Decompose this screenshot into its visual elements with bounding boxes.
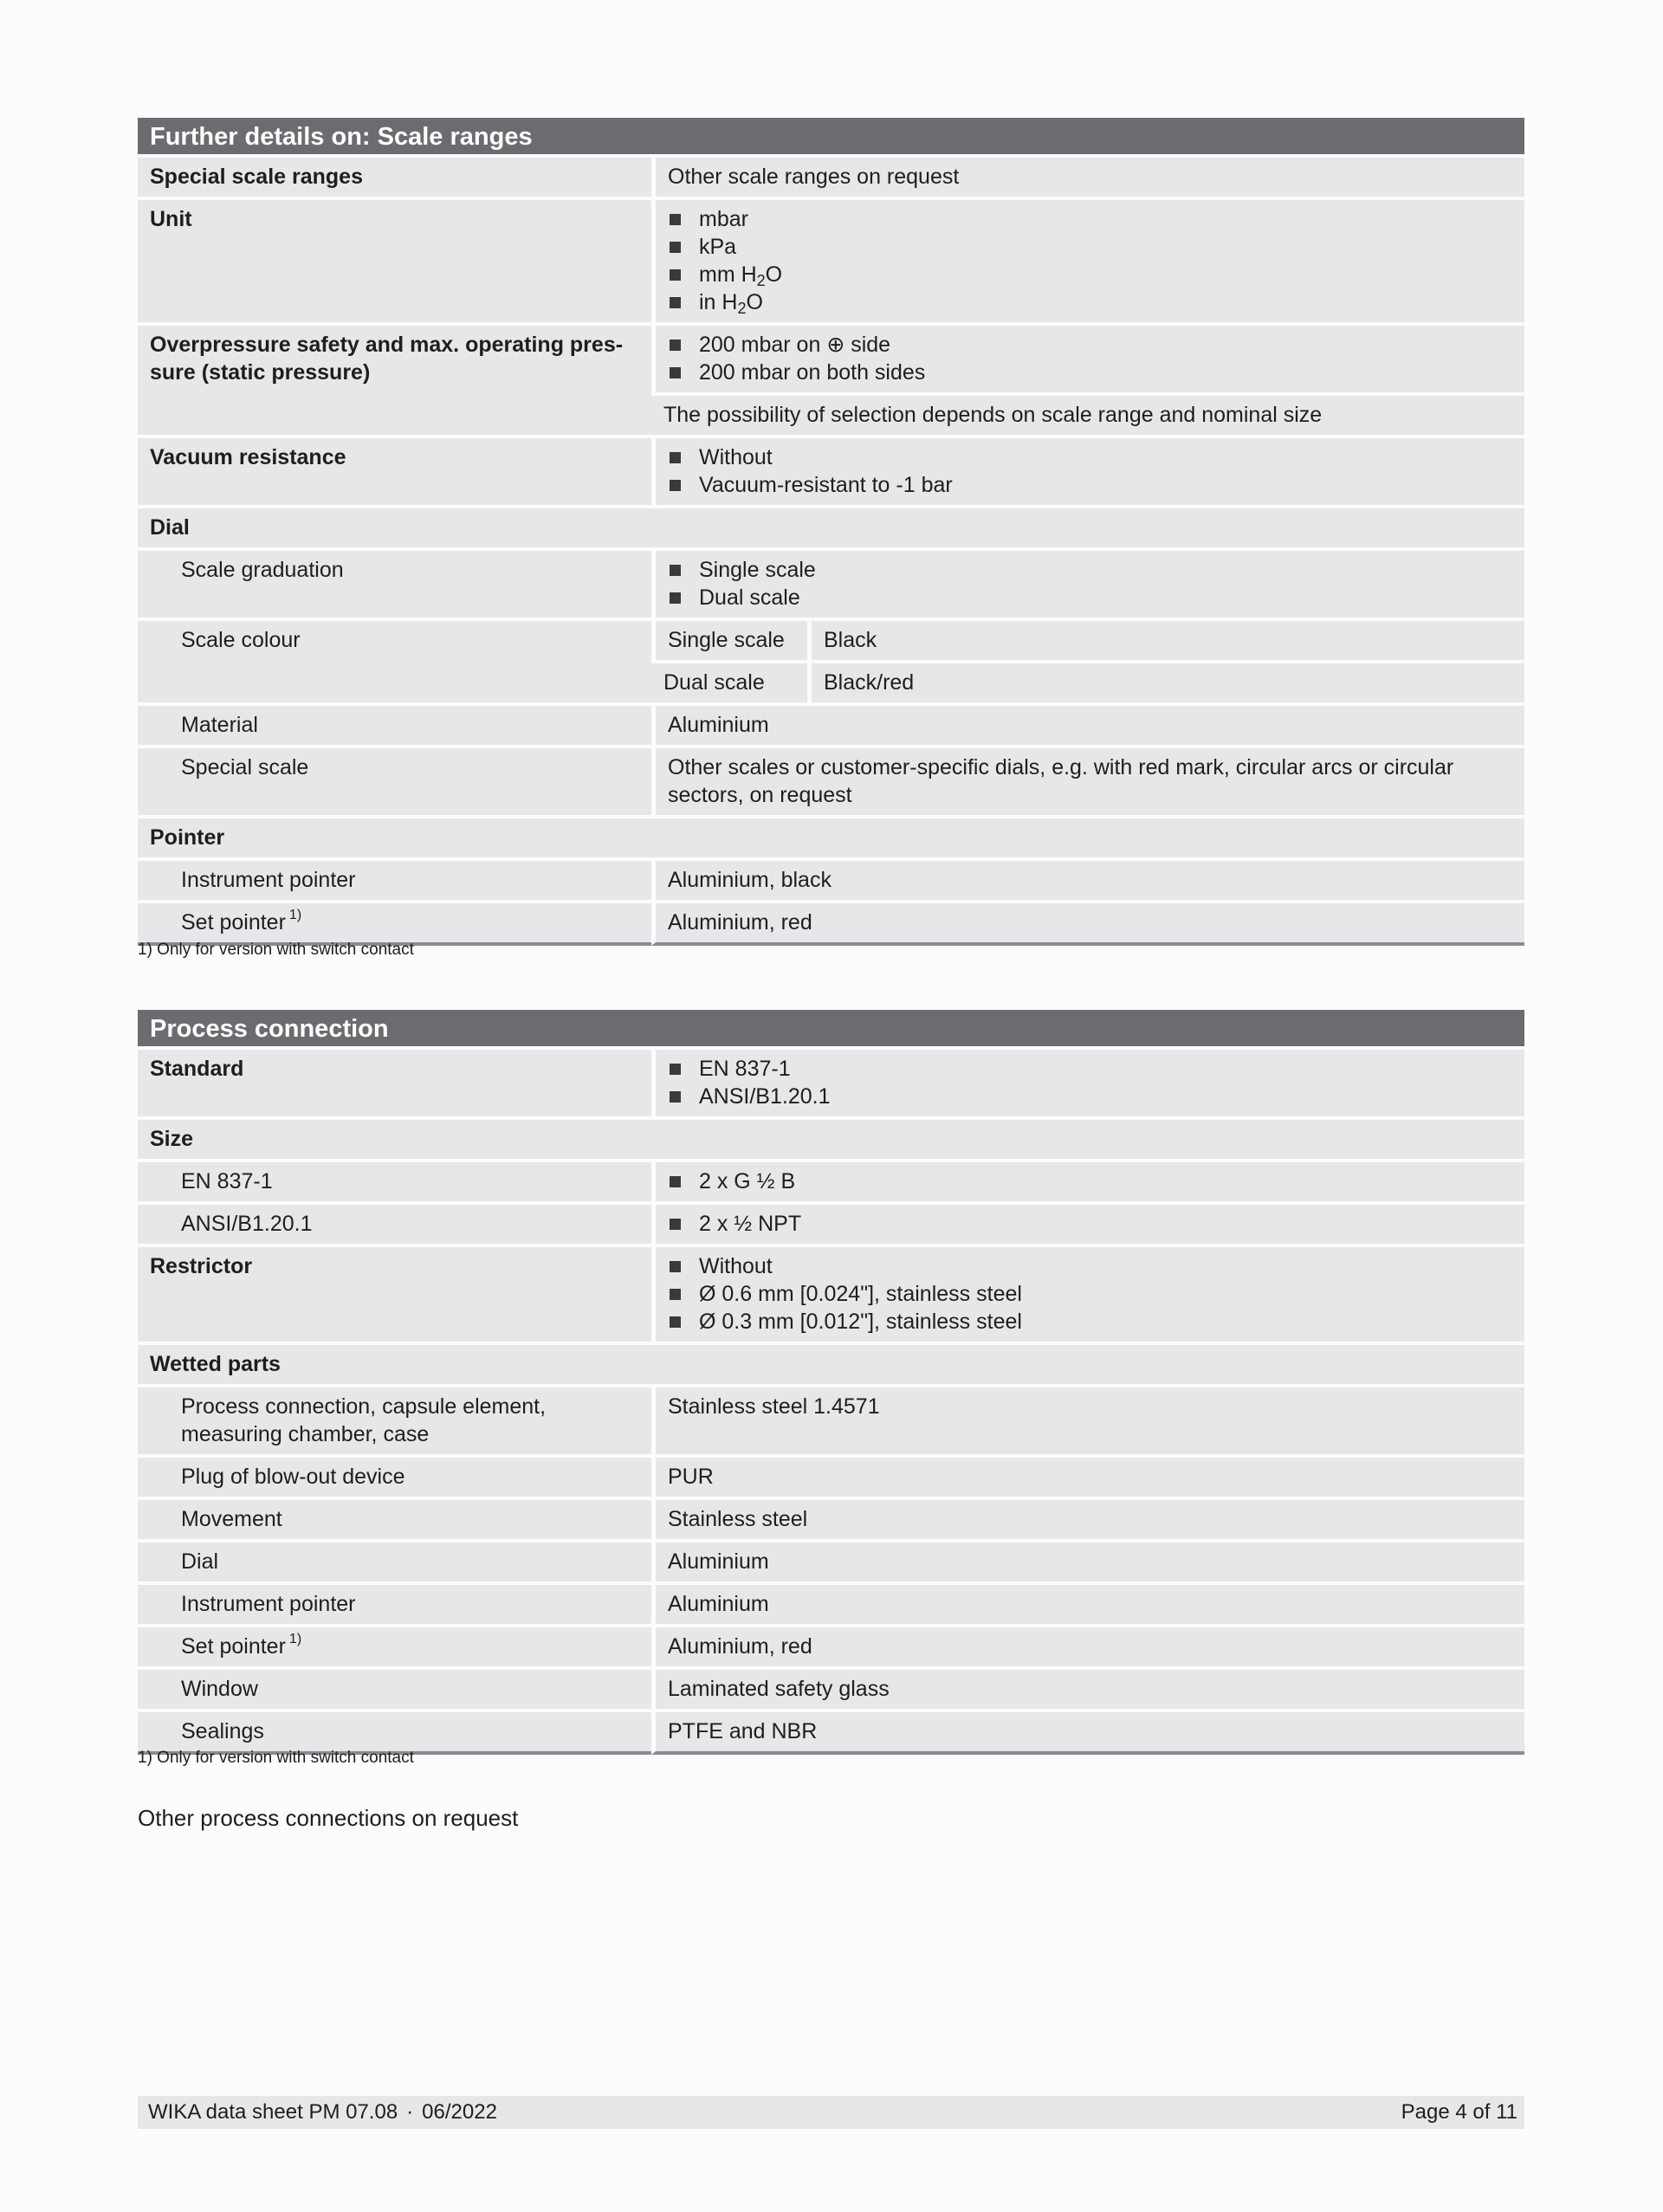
wetted-value: Stainless steel <box>651 1500 1524 1543</box>
footnote-ref: 1) <box>288 908 302 922</box>
list-item: Dual scale <box>668 584 1514 611</box>
value-unit <box>651 200 1524 326</box>
footnote: 1) Only for version with switch contact <box>138 941 414 959</box>
section-title-scale-ranges: Further details on: Scale ranges <box>138 118 1524 158</box>
list-item: 200 mbar on ⊕ side <box>668 331 1514 359</box>
list-item: 200 mbar on both sides <box>668 359 1514 386</box>
wetted-key: Instrument pointer <box>138 1585 651 1627</box>
standard-list <box>668 1055 1514 1110</box>
value-instrument-pointer: Aluminium, black <box>651 861 1524 903</box>
wetted-value: PTFE and NBR <box>651 1712 1524 1755</box>
label-size: Size <box>138 1120 1524 1162</box>
page-number: Page 4 of 11 <box>1401 2100 1517 2124</box>
label-dial: Dial <box>138 508 1524 551</box>
label-restrictor: Restrictor <box>138 1247 651 1345</box>
label-unit: Unit <box>138 200 651 326</box>
value-special-scale-ranges: Other scale ranges on request <box>651 158 1524 200</box>
wetted-key: Set pointer $^{1)}$ <box>138 1627 651 1670</box>
footnote-ref: 1) <box>288 1632 302 1646</box>
list-item: mbar <box>668 205 1514 233</box>
scale-ranges-table-wrap <box>138 118 1524 946</box>
overpressure-note: The possibility of selection depends on scale range and nominal size <box>651 396 1524 438</box>
label-special-scale: Special scale <box>138 748 651 818</box>
wetted-value: Stainless steel 1.4571 <box>651 1387 1524 1458</box>
size-key: ANSI/B1.20.1 <box>138 1205 651 1247</box>
list-item: 2 x ½ NPT <box>668 1210 1514 1238</box>
label-instrument-pointer: Instrument pointer <box>138 861 651 903</box>
section-title-process-connection: Process connection <box>138 1010 1524 1050</box>
value-standard <box>651 1050 1524 1120</box>
value-restrictor <box>651 1247 1524 1345</box>
label-scale-graduation: Scale graduation <box>138 551 651 621</box>
value-special-scale: Other scales or customer-specific dials, e.g. with red mark, circular arcs or circular sectors, on request <box>651 748 1524 818</box>
wetted-value: Laminated safety glass <box>651 1670 1524 1712</box>
label-overpressure: Overpressure safety and max. operating pres-sure (static pressure) <box>138 326 651 438</box>
process-connection-table <box>138 1010 1524 1755</box>
footer-doc-ref: WIKA data sheet PM 07.08 · 06/2022 <box>148 2100 497 2124</box>
list-item: in $H_2O$ <box>668 288 1514 316</box>
list-item: Ø 0.3 mm [0.012"], stainless steel <box>668 1308 1514 1336</box>
label-vacuum-resistance: Vacuum resistance <box>138 438 651 508</box>
wetted-key: Dial <box>138 1543 651 1585</box>
restrictor-list <box>668 1252 1514 1336</box>
unit-list <box>668 205 1514 316</box>
wetted-key: Plug of blow-out device <box>138 1458 651 1500</box>
process-connection-table-wrap <box>138 1010 1524 1755</box>
list-item: EN 837-1 <box>668 1055 1514 1083</box>
list-item: kPa <box>668 233 1514 261</box>
value-overpressure <box>651 326 1524 396</box>
label-special-scale-ranges: Special scale ranges <box>138 158 651 200</box>
value-vacuum-resistance <box>651 438 1524 508</box>
label-scale-colour: Scale colour <box>138 621 651 706</box>
value-set-pointer: Aluminium, red <box>651 903 1524 946</box>
wetted-value: Aluminium, red <box>651 1627 1524 1670</box>
wetted-key: Sealings <box>138 1712 651 1755</box>
value-scale-graduation <box>651 551 1524 621</box>
list-item: Vacuum-resistant to -1 bar <box>668 471 1514 499</box>
value-material: Aluminium <box>651 706 1524 748</box>
list-item: ANSI/B1.20.1 <box>668 1083 1514 1110</box>
scale-colour-value: Black/red <box>807 663 1524 706</box>
wetted-value: Aluminium <box>651 1543 1524 1585</box>
wetted-key: Window <box>138 1670 651 1712</box>
wetted-value: PUR <box>651 1458 1524 1500</box>
scale-colour-key: Dual scale <box>651 663 807 706</box>
list-item: Without <box>668 443 1514 471</box>
size-value <box>651 1205 1524 1247</box>
label-set-pointer: Set pointer $^{1)}$ <box>138 903 651 946</box>
wetted-key: Process connection, capsule element, measuring chamber, case <box>138 1387 651 1458</box>
label-wetted-parts: Wetted parts <box>138 1345 1524 1387</box>
list-item: Ø 0.6 mm [0.024"], stainless steel <box>668 1280 1514 1308</box>
wetted-key: Movement <box>138 1500 651 1543</box>
scale-colour-value: Black <box>807 621 1524 663</box>
list-item: mm $H_2O$ <box>668 261 1514 288</box>
list-item: Without <box>668 1252 1514 1280</box>
vacuum-list <box>668 443 1514 499</box>
scale-ranges-table <box>138 118 1524 946</box>
scale-graduation-list <box>668 556 1514 611</box>
label-standard: Standard <box>138 1050 651 1120</box>
size-value <box>651 1162 1524 1205</box>
footnote: 1) Only for version with switch contact <box>138 1749 414 1767</box>
label-material: Material <box>138 706 651 748</box>
size-key: EN 837-1 <box>138 1162 651 1205</box>
label-pointer: Pointer <box>138 818 1524 861</box>
list-item: Single scale <box>668 556 1514 584</box>
overpressure-list <box>668 331 1514 386</box>
page-footer <box>138 2096 1524 2129</box>
scale-colour-key: Single scale <box>651 621 807 663</box>
list-item: 2 x G ½ B <box>668 1167 1514 1195</box>
wetted-value: Aluminium <box>651 1585 1524 1627</box>
process-connections-note: Other process connections on request <box>138 1805 519 1831</box>
